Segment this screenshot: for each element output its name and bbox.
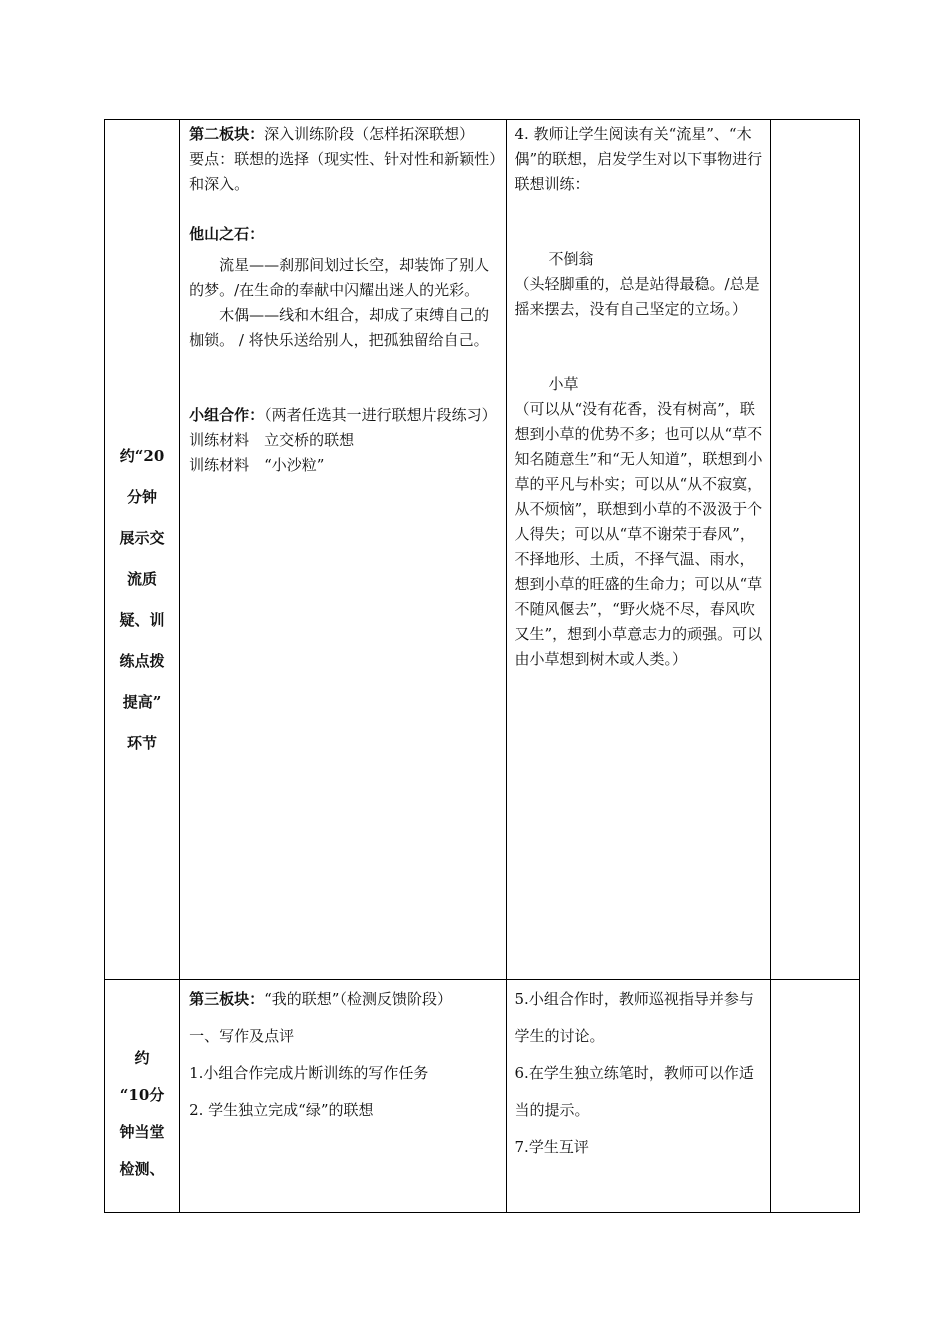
- example-paragraph: 木偶——线和木组合，却成了束缚自己的枷锁。 / 将快乐送给别人，把孤独留给自己。: [189, 306, 490, 349]
- stage-label-line: 展示交: [119, 529, 165, 547]
- stage-label-cell: [105, 120, 180, 980]
- teacher-instruction: 6.在学生独立练笔时，教师可以作适当的提示。: [514, 1064, 754, 1119]
- group-work-heading: 小组合作：（两者任选其一进行联想片段练习）: [189, 406, 497, 424]
- stage-label-line: 约: [134, 1049, 150, 1067]
- stage-label-line: 提高”: [122, 693, 162, 711]
- stage-label-line: 环节: [127, 734, 158, 752]
- teacher-instruction: 4. 教师让学生阅读有关“流星”、“木偶”的联想，启发学生对以下事物进行联想训练：: [514, 125, 763, 193]
- stage-label-line: 疑、训: [119, 611, 165, 629]
- key-points: 要点：联想的选择（现实性、针对性和新颖性）和深入。: [189, 150, 497, 193]
- stage-label-line: 钟当堂: [119, 1123, 165, 1141]
- stage-label-line: 练点拨: [119, 652, 165, 670]
- example-paragraph: 流星——刹那间划过长空，却装饰了别人的梦。/在生命的奉献中闪耀出迷人的光彩。: [189, 256, 490, 299]
- item-title: 不倒翁: [548, 250, 594, 268]
- stage-label-line: 流质: [127, 570, 158, 588]
- activity-line: 1.小组合作完成片断训练的写作任务: [189, 1064, 429, 1082]
- student-activity-cell: [180, 980, 506, 1213]
- section-heading: 他山之石：: [189, 225, 265, 243]
- block-heading: 第二板块：深入训练阶段（怎样拓深联想）: [189, 125, 475, 143]
- stage-label-cell: [105, 980, 180, 1213]
- teacher-activity-cell: [506, 980, 770, 1213]
- teacher-activity-cell: [506, 120, 770, 980]
- stage-label-line: “10分: [119, 1086, 165, 1104]
- item-text: （头轻脚重的，总是站得最稳。/总是摇来摆去，没有自己坚定的立场。）: [514, 275, 760, 318]
- training-material: 训练材料 “小沙粒”: [189, 456, 325, 474]
- table-row: [105, 120, 860, 980]
- training-material: 训练材料 立交桥的联想: [189, 431, 355, 449]
- stage-label-line: 约“20: [119, 447, 165, 465]
- block-heading: 第三板块：“我的联想”（检测反馈阶段）: [189, 990, 452, 1008]
- notes-cell: [770, 120, 859, 980]
- activity-line: 2. 学生独立完成“绿”的联想: [189, 1101, 374, 1119]
- student-activity-cell: [180, 120, 506, 980]
- table-row: [105, 980, 860, 1213]
- teacher-instruction: 7.学生互评: [514, 1138, 589, 1156]
- stage-label-line: 分钟: [127, 488, 158, 506]
- lesson-plan-table: [104, 119, 860, 1213]
- teacher-instruction: 5.小组合作时，教师巡视指导并参与学生的讨论。: [514, 990, 754, 1045]
- stage-label-line: 检测、: [119, 1160, 165, 1178]
- item-text: （可以从“没有花香，没有树高”，联想到小草的优势不多；也可以从“草不知名随意生”和“无人知道”，联想到小草的平凡与朴实；可以从“从不寂寞，从不烦恼”，联想到小草的不汲汲于个人得失；可以从“草不谢荣于春风”，不择地形、土质，不择气温、雨水，想到小草的旺盛的生命力；可以从“草不随风偃去”，“野火烧不尽，春风吹又生”，想到小草意志力的顽强。可以由小草想到树木或人类。）: [514, 400, 763, 668]
- notes-cell: [770, 980, 859, 1213]
- activity-line: 一、写作及点评: [189, 1027, 295, 1045]
- item-title: 小草: [548, 375, 579, 393]
